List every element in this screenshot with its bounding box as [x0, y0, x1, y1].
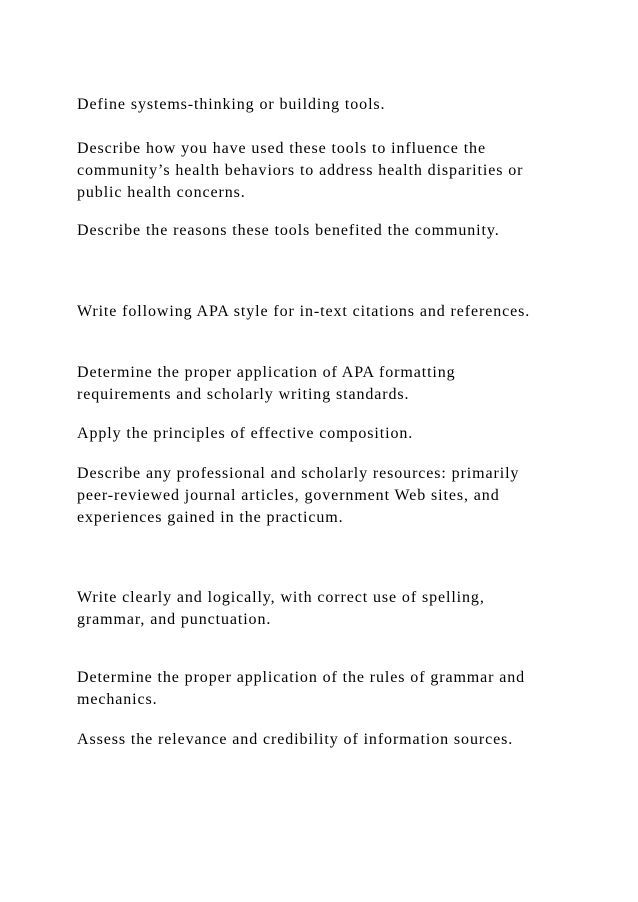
text-line: Define systems-thinking or building tools. — [77, 96, 386, 113]
text-line: Describe the reasons these tools benefited the community. — [77, 222, 500, 239]
text-line: requirements and scholarly writing standards. — [77, 386, 410, 403]
text-line: Apply the principles of effective composition. — [77, 425, 414, 442]
text-line: mechanics. — [77, 691, 158, 708]
text-line: grammar, and punctuation. — [77, 611, 272, 628]
paragraph-resources — [77, 463, 597, 529]
text-line: Determine the proper application of APA formatting — [77, 364, 456, 381]
paragraph-write-clearly — [77, 587, 597, 631]
text-line: community’s health behaviors to address health disparities or — [77, 162, 524, 179]
paragraph-composition — [77, 423, 597, 445]
text-line: Write following APA style for in-text citations and references. — [77, 303, 531, 320]
text-line: public health concerns. — [77, 184, 246, 201]
paragraph-apa-formatting — [77, 362, 597, 406]
text-line: Describe how you have used these tools to influence the — [77, 140, 486, 157]
paragraph-define-tools — [77, 94, 597, 116]
text-line: Describe any professional and scholarly resources: primarily — [77, 465, 520, 482]
paragraph-apa-style — [77, 301, 597, 323]
paragraph-assess-sources — [77, 729, 597, 751]
paragraph-grammar-rules — [77, 667, 597, 711]
paragraph-describe-reasons — [77, 220, 597, 242]
text-line: Determine the proper application of the rules of grammar and — [77, 669, 526, 686]
text-line: Write clearly and logically, with correct use of spelling, — [77, 589, 485, 606]
text-line: Assess the relevance and credibility of information sources. — [77, 731, 514, 748]
text-line: peer-reviewed journal articles, government Web sites, and — [77, 487, 500, 504]
paragraph-describe-usage — [77, 138, 597, 204]
text-line: experiences gained in the practicum. — [77, 509, 344, 526]
